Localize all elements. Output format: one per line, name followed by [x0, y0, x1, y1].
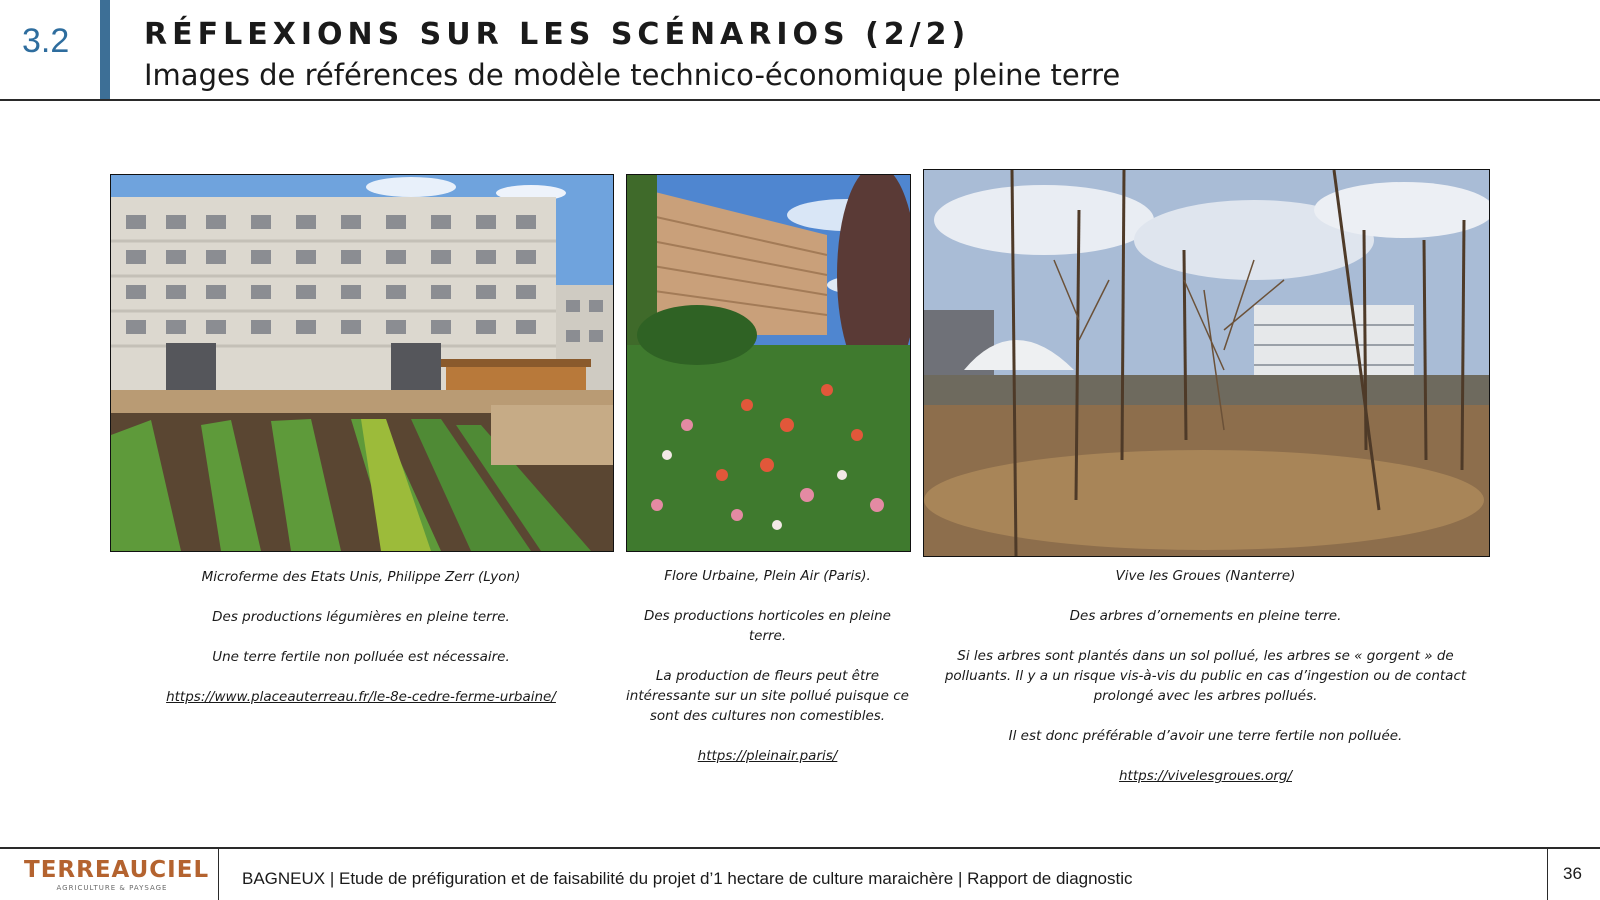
- caption-title: Flore Urbaine, Plein Air (Paris).: [664, 568, 871, 584]
- footer-separator: [1547, 848, 1548, 900]
- photo-microferme: [110, 174, 614, 552]
- footer-text: BAGNEUX | Etude de préfiguration et de faisabilité du projet d’1 hectare de culture maraichère | Rapport de diagnostic: [242, 869, 1133, 888]
- caption-line: Si les arbres sont plantés dans un sol pollué, les arbres se « gorgent » de polluants. Il y a un risque vis-à-vis du public en cas d’ingestion ou de contact prolongé avec les arbres pollués.: [944, 648, 1467, 704]
- footer-separator: [218, 848, 219, 900]
- caption-line: Des arbres d’ornements en pleine terre.: [1069, 608, 1342, 624]
- caption-flore-urbaine: [626, 566, 909, 786]
- page-number: 36: [1563, 864, 1582, 883]
- caption-line: Des productions horticoles en pleine terre.: [643, 608, 891, 644]
- caption-title: Vive les Groues (Nanterre): [1115, 568, 1296, 584]
- caption-title: Microferme des Etats Unis, Philippe Zerr (Lyon): [201, 569, 521, 585]
- footer-divider: [0, 847, 1600, 849]
- caption-line: Des productions légumières en pleine terre.: [212, 609, 510, 625]
- caption-line: Il est donc préférable d’avoir une terre fertile non polluée.: [1008, 728, 1403, 744]
- caption-vive-les-groues: [923, 566, 1488, 806]
- logo-wordmark: TERREAUCIEL: [24, 857, 210, 883]
- header-accent-bar: [100, 0, 110, 100]
- slide-subtitle: Images de références de modèle technico-économique pleine terre: [144, 58, 1121, 92]
- section-number: 3.2: [22, 22, 70, 60]
- caption-microferme: [110, 567, 612, 727]
- terreauciel-logo: [24, 857, 210, 893]
- photo-vive-les-groues: [923, 169, 1490, 557]
- reference-link[interactable]: https://www.placeauterreau.fr/le-8e-cedre-ferme-urbaine/: [166, 689, 556, 705]
- reference-link[interactable]: https://vivelesgroues.org/: [1118, 768, 1292, 784]
- caption-line: Une terre fertile non polluée est nécessaire.: [212, 649, 510, 665]
- slide-title: RÉFLEXIONS SUR LES SCÉNARIOS (2/2): [144, 17, 971, 52]
- logo-tagline: AGRICULTURE & PAYSAGE: [56, 884, 168, 892]
- header-divider: [0, 99, 1600, 101]
- caption-line: La production de fleurs peut être intéressante sur un site pollué puisque ce sont des cultures non comestibles.: [626, 668, 909, 724]
- reference-link[interactable]: https://pleinair.paris/: [697, 748, 838, 764]
- photo-flore-urbaine: [626, 174, 911, 552]
